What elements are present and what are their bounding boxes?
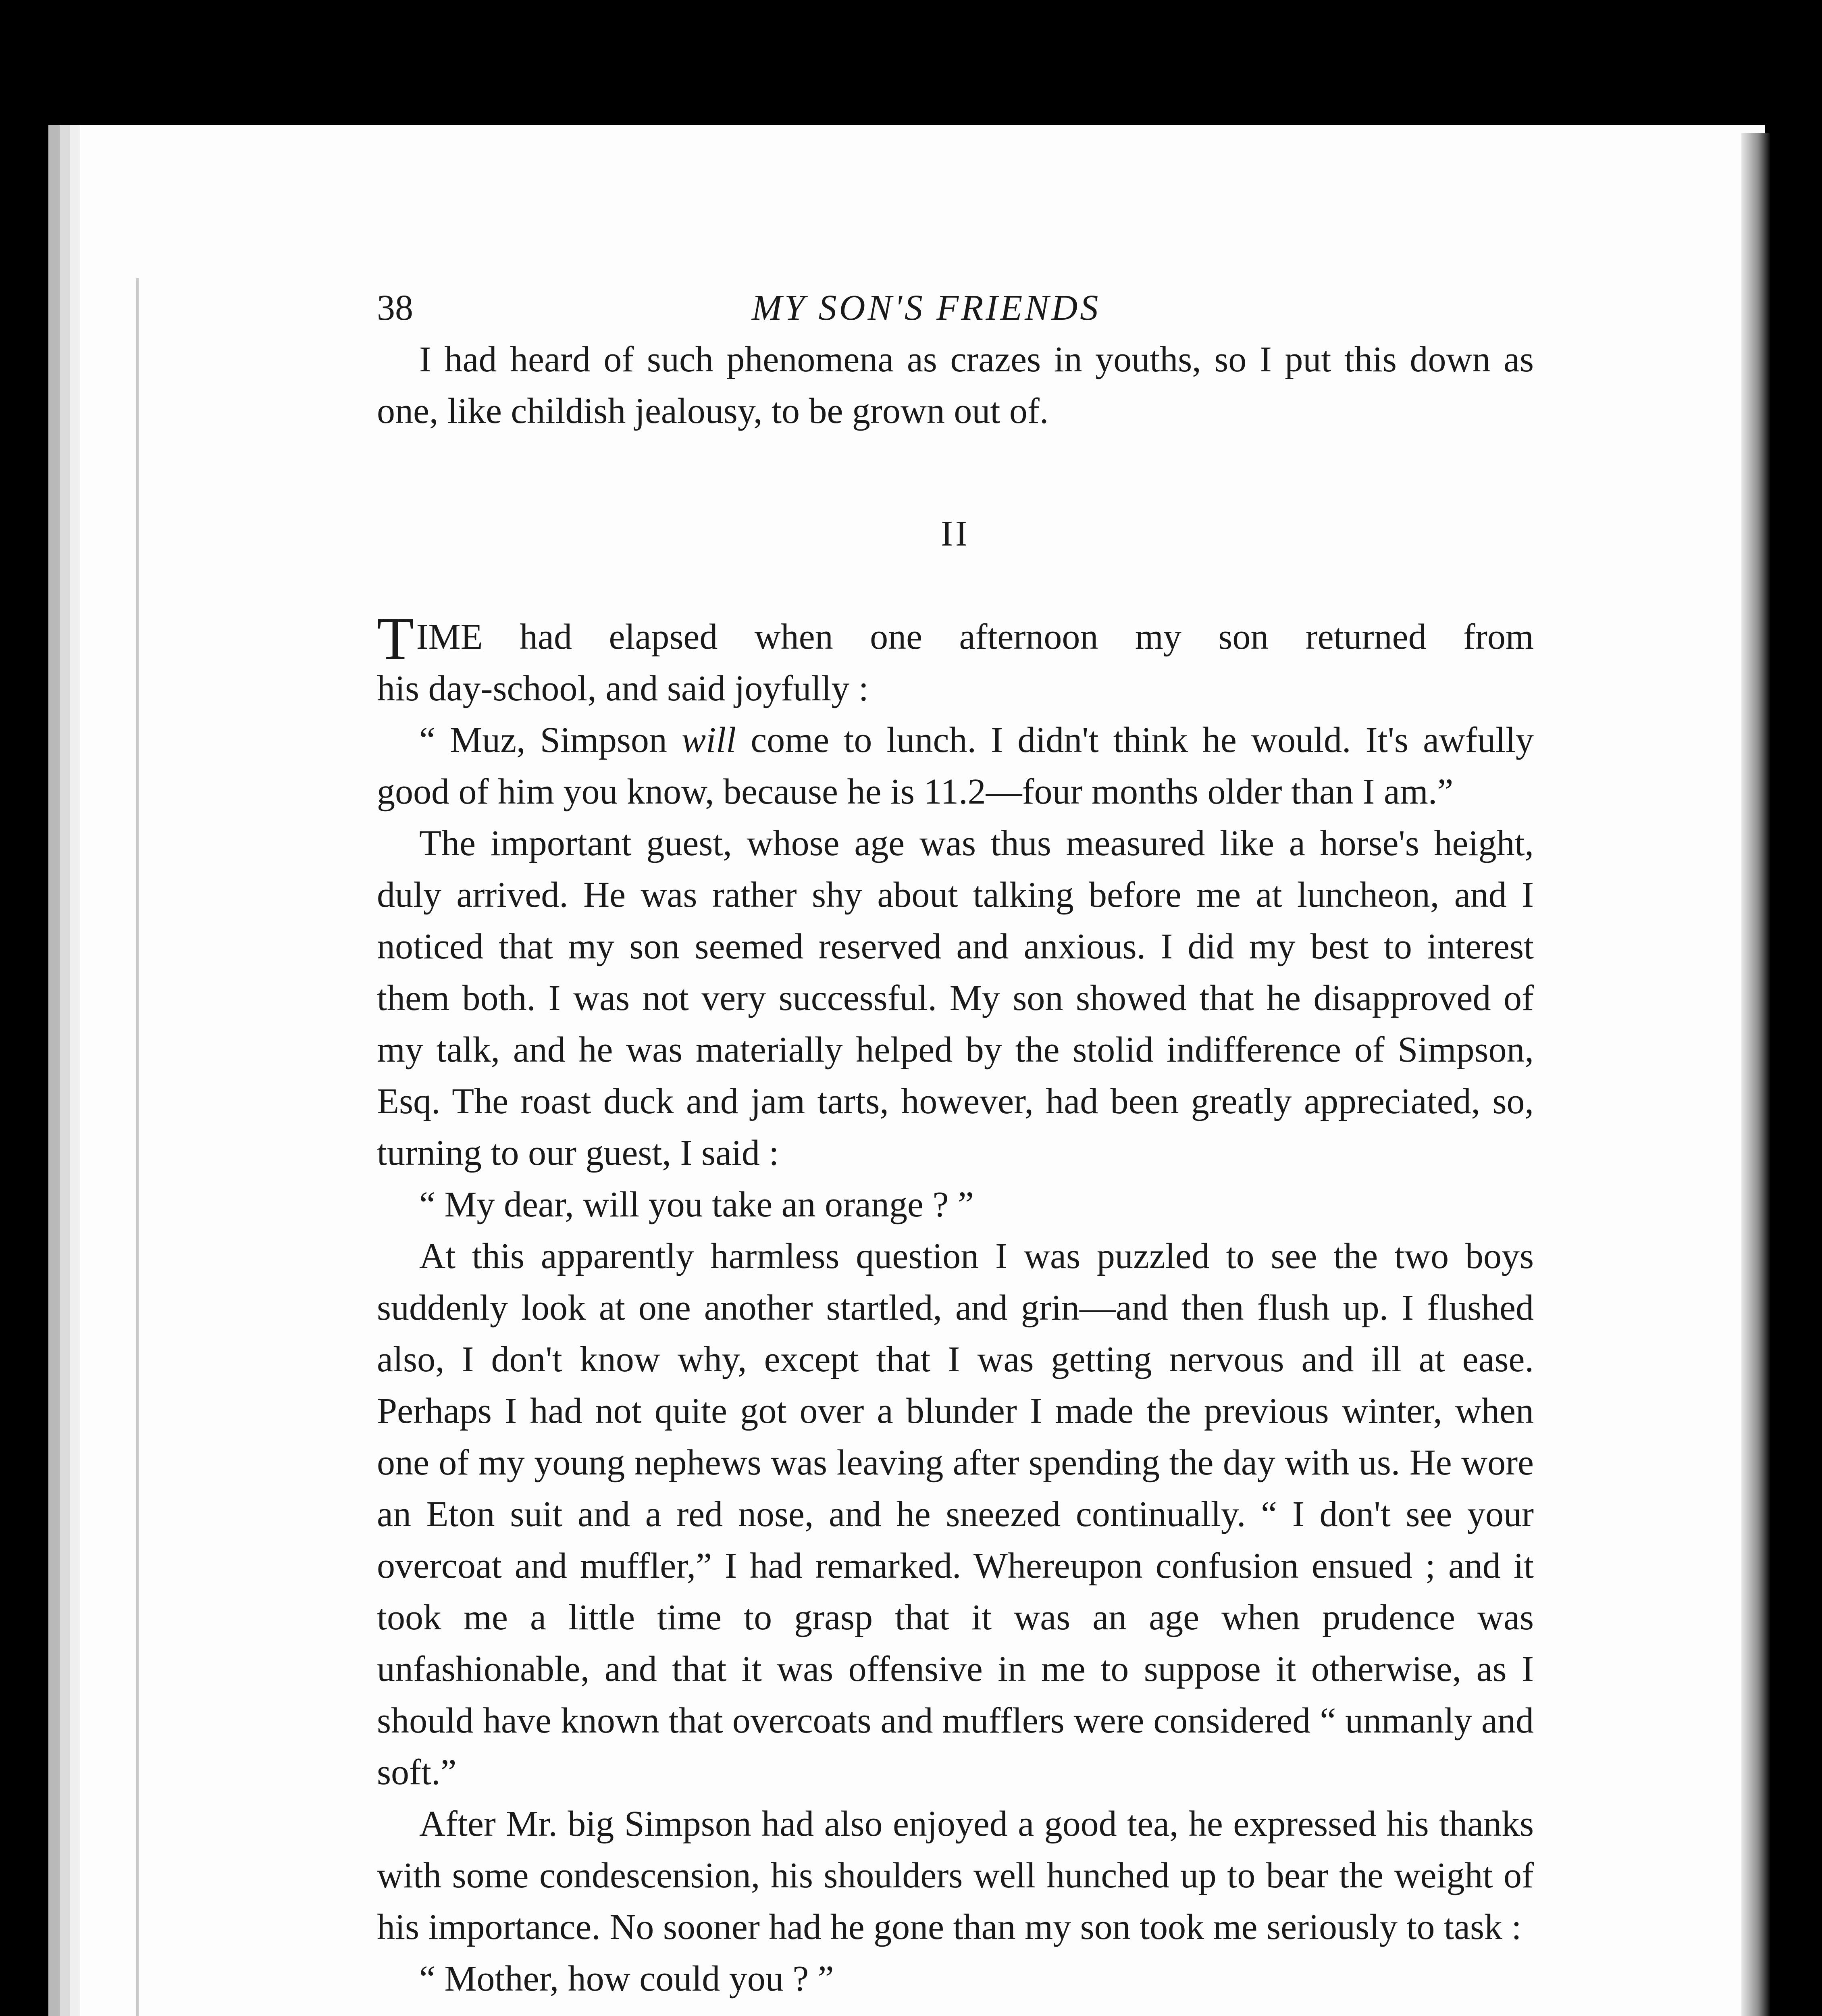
paragraph-important-guest: The important guest, whose age was thus measured like a horse's height, duly arrived. He was rather shy about talking before me at luncheon, and I noticed that my son seemed reserved and anxious. I did my best to interest them both. I was not very successful. My son showed that he disapproved of my talk, and he was materially helped by the stolid indifference of Simpson, Esq. The roast duck and jam tarts, however, had been greatly appreciated, so, turning to our guest, I said : — [377, 823, 1534, 1173]
section-heading: II — [941, 514, 970, 554]
paragraph-muz-simpson — [377, 714, 1534, 818]
paragraph-good-tea: After Mr. big Simpson had also enjoyed a good tea, he expressed his thanks with some condescension, his shoulders well hunched up to bear the weight of his importance. No sooner had he gone than my son took me seriously to task : — [377, 1804, 1534, 1947]
paragraph-line: his day-school, and said joyfully : — [377, 669, 869, 708]
page-text — [377, 282, 1534, 2005]
emphasis-text: will — [682, 720, 736, 760]
running-title: MY SON'S FRIENDS — [752, 288, 1101, 328]
opening-paragraph: I had heard of such phenomena as crazes in youths, so I put this down as one, like childish jealousy, to be grown out of. — [377, 339, 1534, 431]
paragraph-text: “ Muz, Simpson — [419, 720, 682, 760]
paragraph-text: come to lunch. I didn't think he would. It's awfully good of him you know, because he is 11.2—four months older than I am.” — [377, 720, 1534, 812]
paragraph-mother-how-could-you: “ Mother, how could you ? ” — [419, 1959, 834, 1999]
drop-cap-letter: T — [377, 605, 414, 672]
paragraph-orange-question: “ My dear, will you take an orange ? ” — [419, 1185, 974, 1225]
page-edge-shadow — [1741, 133, 1770, 2016]
paragraph-harmless-question: At this apparently harmless question I was puzzled to see the two boys suddenly look at one another startled, and grin—and then flush up. I flushed also, I don't know why, except that I was getting nervous and ill at ease. Perhaps I had not quite got over a blunder I made the previous winter, when one of my young nephews was leaving after spending the day with us. He wore an Eton suit and a red nose, and he sneezed continually. “ I don't see your overcoat and muffler,” I had remarked. Whereupon confusion ensued ; and it took me a little time to grasp that it was an age when prudence was unfashionable, and that it was offensive in me to suppose it otherwise, as I should have known that overcoats and mufflers were considered “ unmanly and soft.” — [377, 1236, 1534, 1792]
running-header — [377, 282, 1534, 334]
paragraph-time-had-elapsed — [377, 605, 1534, 714]
page-number: 38 — [377, 288, 413, 328]
spine-shadow — [136, 278, 139, 2016]
paragraph-line: IME had elapsed when one afternoon my son returned from — [416, 617, 1534, 657]
